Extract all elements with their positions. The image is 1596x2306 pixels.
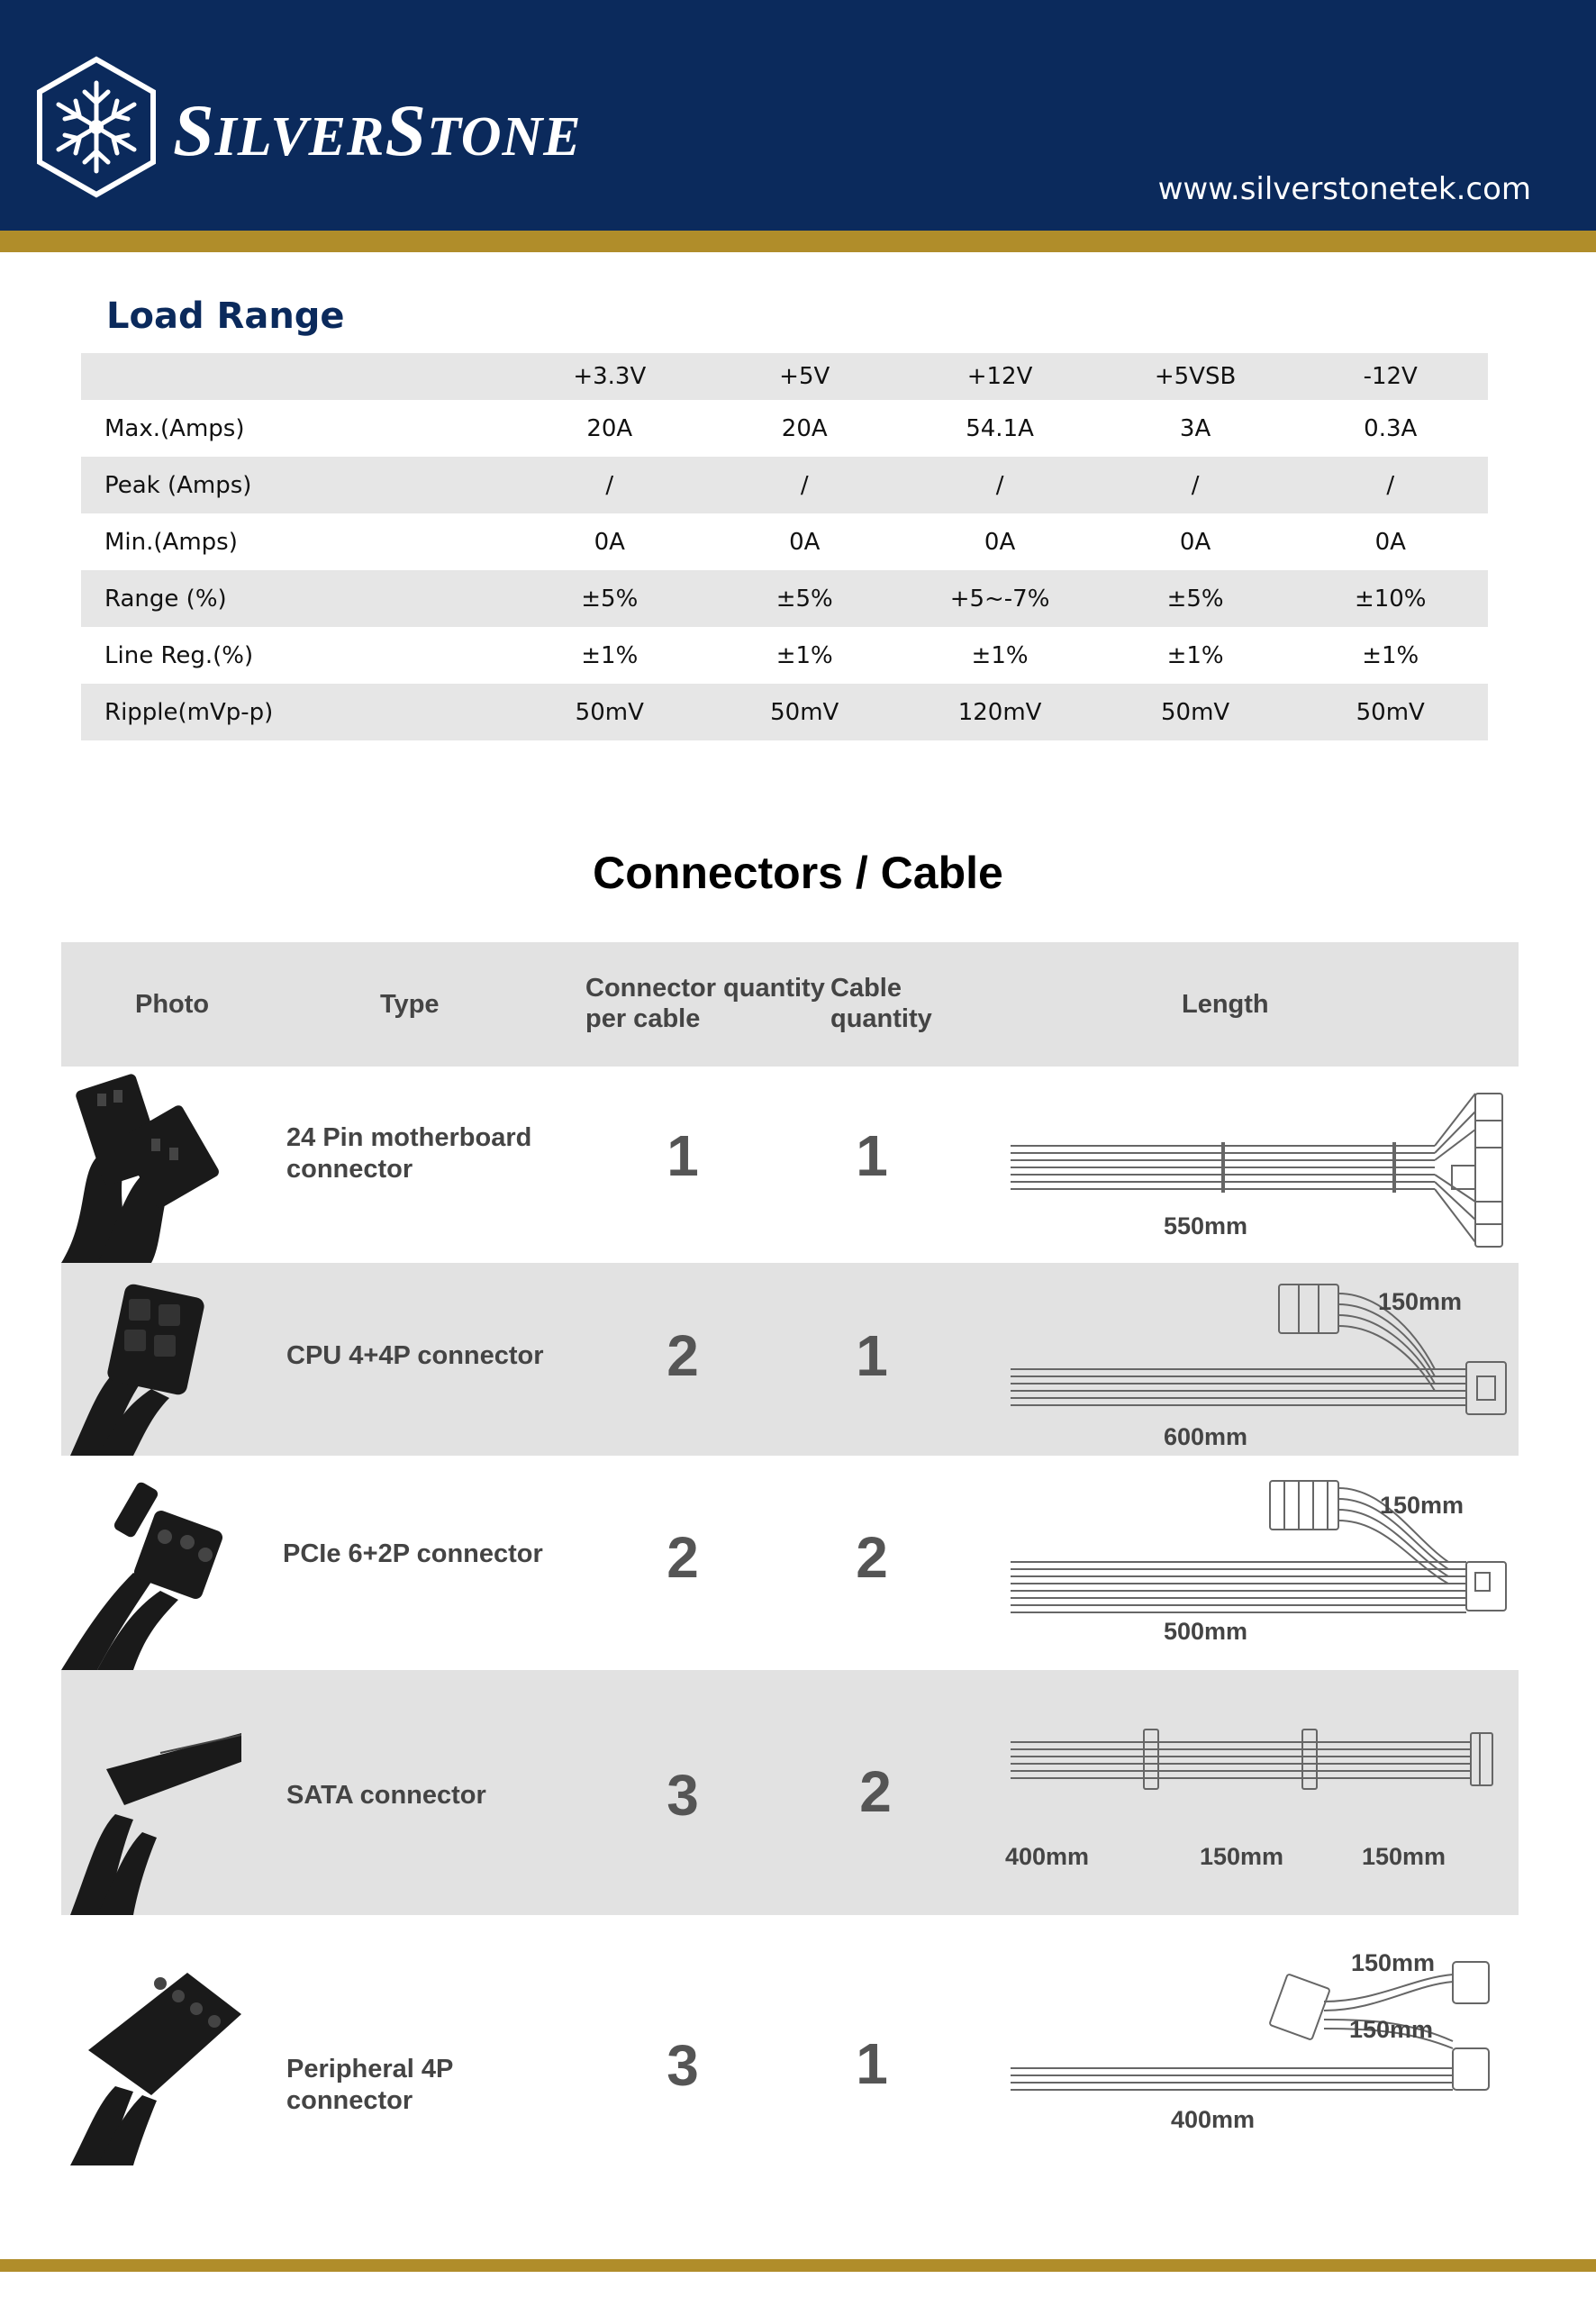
table-row — [81, 400, 1488, 457]
gold-divider — [0, 231, 1596, 252]
cell: ±5% — [512, 570, 708, 627]
connector-row-cpu — [61, 1263, 1519, 1456]
header-cable-qty-line2: quantity — [830, 1004, 932, 1033]
connector-type: SATA connector — [286, 1781, 486, 1810]
connector-row-peripheral — [61, 1915, 1519, 2165]
website-url[interactable]: www.silverstonetek.com — [1157, 171, 1531, 207]
cell: 50mV — [512, 684, 708, 740]
load-range-title: Load Range — [106, 295, 345, 337]
brand-wordmark: SILVERSTONE — [173, 89, 582, 171]
header-length: Length — [1182, 990, 1269, 1019]
cell: ±1% — [1362, 641, 1419, 669]
row-label: Min.(Amps) — [104, 528, 238, 556]
column-header: -12V — [1292, 353, 1488, 400]
table-header-row — [81, 353, 1488, 400]
cell: ±1% — [775, 641, 833, 669]
cell: / — [902, 457, 1097, 513]
cell: 0A — [1374, 528, 1406, 556]
connectors-header-row — [61, 942, 1519, 1067]
header-photo: Photo — [135, 990, 210, 1019]
cable-qty: 1 — [856, 1323, 888, 1388]
column-header: +12V — [902, 353, 1097, 400]
table-row — [81, 627, 1488, 684]
column-header: +3.3V — [512, 353, 708, 400]
row-label: Range (%) — [81, 570, 512, 627]
cell: / — [1098, 457, 1293, 513]
header-banner — [0, 0, 1596, 231]
cable-qty: 2 — [856, 1525, 888, 1590]
cell: 120mV — [902, 684, 1097, 740]
row-label: Peak (Amps) — [81, 457, 512, 513]
table-row — [81, 513, 1488, 570]
connectors-title: Connectors / Cable — [593, 848, 1003, 898]
cell: ±5% — [707, 570, 902, 627]
load-range-table — [81, 353, 1488, 740]
connector-type: Peripheral 4P connector — [286, 2055, 453, 2115]
snowflake-logo-icon — [34, 56, 159, 198]
cell: 50mV — [1098, 684, 1293, 740]
peripheral-connector-photo — [61, 1915, 241, 2165]
connector-qty: 2 — [667, 1525, 699, 1590]
24pin-connector-photo — [61, 1067, 241, 1263]
cell: 0A — [1179, 528, 1211, 556]
cell: 50mV — [707, 684, 902, 740]
cable-length: 500mm — [1164, 1618, 1248, 1645]
cable-length-branch: 150mm — [1351, 1949, 1436, 1976]
cell: / — [1292, 457, 1488, 513]
bottom-gold-bar — [0, 2259, 1596, 2272]
cable-length: 150mm — [1200, 1843, 1284, 1870]
cable-length-branch: 150mm — [1380, 1492, 1465, 1519]
connector-row-24pin — [61, 1067, 1519, 1263]
row-label: Ripple(mVp-p) — [81, 684, 512, 740]
cell: 20A — [586, 414, 633, 442]
sata-cable-diagram — [944, 1670, 1511, 1915]
header-connector-qty-line1: Connector quantity — [585, 974, 825, 1003]
cell: 0A — [594, 528, 625, 556]
pcie-connector-photo — [61, 1456, 241, 1670]
cell: 50mV — [1292, 684, 1488, 740]
cell: ±10% — [1292, 570, 1488, 627]
connector-qty: 3 — [667, 2033, 699, 2098]
cell: 20A — [781, 414, 828, 442]
connector-row-pcie — [61, 1456, 1519, 1670]
cable-length-branch: 150mm — [1378, 1288, 1463, 1315]
connector-qty: 3 — [667, 1763, 699, 1828]
connector-type: PCIe 6+2P connector — [283, 1539, 543, 1568]
cpu-connector-photo — [61, 1263, 241, 1456]
connector-type: 24 Pin motherboard connector — [286, 1123, 532, 1184]
cell: +5~-7% — [902, 570, 1097, 627]
cell: / — [707, 457, 902, 513]
cable-length: 400mm — [1005, 1843, 1090, 1870]
connector-qty: 2 — [667, 1323, 699, 1388]
cell: ±5% — [1098, 570, 1293, 627]
cable-length-branch: 150mm — [1349, 2016, 1434, 2043]
cable-length: 600mm — [1164, 1423, 1248, 1450]
header-connector-qty-line2: per cable — [585, 1004, 701, 1033]
cell: 0A — [984, 528, 1016, 556]
column-header: +5V — [707, 353, 902, 400]
cable-length: 550mm — [1164, 1212, 1248, 1239]
cell: 0A — [789, 528, 821, 556]
table-row — [81, 684, 1488, 740]
table-row — [81, 457, 1488, 513]
cell: ±1% — [1166, 641, 1224, 669]
header-type: Type — [380, 990, 440, 1019]
cell: ±1% — [581, 641, 639, 669]
connector-qty: 1 — [667, 1123, 699, 1188]
connector-row-sata — [61, 1670, 1519, 1915]
cell: 54.1A — [966, 414, 1034, 442]
header-cable-qty-line1: Cable — [830, 974, 902, 1003]
row-label: Line Reg.(%) — [104, 641, 254, 669]
cable-length: 150mm — [1362, 1843, 1446, 1870]
cable-length: 400mm — [1171, 2106, 1256, 2133]
cable-qty: 2 — [859, 1759, 892, 1824]
cable-qty: 1 — [856, 1123, 888, 1188]
column-header: +5VSB — [1098, 353, 1293, 400]
table-row — [81, 570, 1488, 627]
cell: 0.3A — [1364, 414, 1418, 442]
cell: ±1% — [971, 641, 1029, 669]
cable-qty: 1 — [856, 2031, 888, 2096]
cell: 3A — [1179, 414, 1211, 442]
cell: / — [512, 457, 708, 513]
connector-type: CPU 4+4P connector — [286, 1341, 544, 1370]
row-label: Max.(Amps) — [104, 414, 245, 442]
sata-connector-photo — [61, 1670, 241, 1915]
